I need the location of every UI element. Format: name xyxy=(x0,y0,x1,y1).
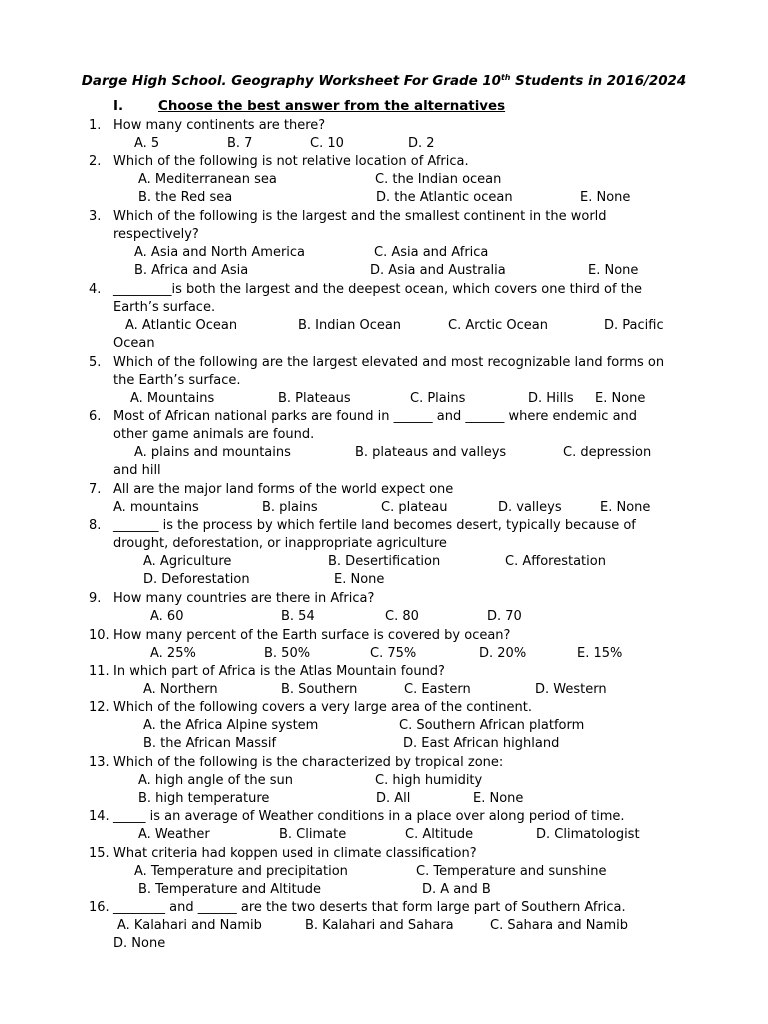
question-7-option: A. mountains xyxy=(113,500,199,515)
question-13-text: Which of the following is the characterized by tropical zone: xyxy=(113,755,504,770)
question-3-option: B. Africa and Asia xyxy=(134,263,249,278)
question-15-text: What criteria had koppen used in climate classification? xyxy=(113,846,477,861)
question-12-option: D. East African highland xyxy=(403,736,560,751)
question-6-text: Most of African national parks are found in ______ and ______ where endemic and xyxy=(113,409,638,424)
question-15-option: C. Temperature and sunshine xyxy=(416,864,607,879)
question-16-option: C. Sahara and Namib xyxy=(490,918,629,933)
question-2-option: D. the Atlantic ocean xyxy=(376,190,513,205)
section-instruction: Choose the best answer from the alternatives xyxy=(158,99,506,114)
question-11-option: A. Northern xyxy=(143,682,218,697)
question-8-option: B. Desertification xyxy=(328,554,441,569)
title-superscript: th xyxy=(500,73,511,82)
question-5-option: E. None xyxy=(595,391,646,406)
question-14-option: C. Altitude xyxy=(405,827,474,842)
question-13-option: C. high humidity xyxy=(375,773,483,788)
question-4-number: 4. xyxy=(89,282,102,297)
question-5-option: A. Mountains xyxy=(130,391,215,406)
question-15-option: D. A and B xyxy=(422,882,491,897)
question-16-number: 16. xyxy=(89,900,110,915)
title-main: Darge High School. Geography Worksheet For Grade 10 xyxy=(81,74,501,89)
question-11-option: B. Southern xyxy=(281,682,358,697)
question-1-option: D. 2 xyxy=(408,136,435,151)
question-13-number: 13. xyxy=(89,755,110,770)
question-7-option: E. None xyxy=(600,500,651,515)
question-10-number: 10. xyxy=(89,628,110,643)
question-8-text: _______ is the process by which fertile land becomes desert, typically because of xyxy=(113,518,636,533)
question-8-option: C. Afforestation xyxy=(505,554,606,569)
question-1-option: A. 5 xyxy=(134,136,160,151)
question-11-text: In which part of Africa is the Atlas Mountain found? xyxy=(113,664,445,679)
question-14-number: 14. xyxy=(89,809,110,824)
question-4-option: Ocean xyxy=(113,336,155,351)
question-12-text: Which of the following covers a very large area of the continent. xyxy=(113,700,533,715)
question-9-text: How many countries are there in Africa? xyxy=(113,591,375,606)
question-7-option: B. plains xyxy=(262,500,318,515)
question-7-number: 7. xyxy=(89,482,102,497)
question-6-option: C. depression xyxy=(563,445,652,460)
question-1-text: How many continents are there? xyxy=(113,118,326,133)
question-15-option: B. Temperature and Altitude xyxy=(138,882,322,897)
question-3-number: 3. xyxy=(89,209,102,224)
question-12-option: C. Southern African platform xyxy=(399,718,585,733)
question-11-option: C. Eastern xyxy=(404,682,471,697)
question-13-option: E. None xyxy=(473,791,524,806)
question-9-number: 9. xyxy=(89,591,102,606)
question-6-number: 6. xyxy=(89,409,102,424)
question-3-option: E. None xyxy=(588,263,639,278)
question-11-number: 11. xyxy=(89,664,110,679)
question-11-option: D. Western xyxy=(535,682,607,697)
question-16-option: D. None xyxy=(113,936,166,951)
question-16-option: A. Kalahari and Namib xyxy=(117,918,262,933)
question-6-text: other game animals are found. xyxy=(113,427,315,442)
question-16-text: ________ and ______ are the two deserts that form large part of Southern Africa. xyxy=(113,900,626,915)
question-8-text: drought, deforestation, or inappropriate agriculture xyxy=(113,536,447,551)
question-8-number: 8. xyxy=(89,518,102,533)
question-3-text: respectively? xyxy=(113,227,199,242)
question-9-option: B. 54 xyxy=(281,609,315,624)
question-12-number: 12. xyxy=(89,700,110,715)
question-3-option: D. Asia and Australia xyxy=(370,263,506,278)
question-15-option: A. Temperature and precipitation xyxy=(134,864,348,879)
question-14-text: _____ is an average of Weather conditions in a place over along period of time. xyxy=(113,809,625,824)
question-13-option: A. high angle of the sun xyxy=(138,773,293,788)
question-13-option: B. high temperature xyxy=(138,791,270,806)
question-9-option: C. 80 xyxy=(385,609,419,624)
question-1-option: B. 7 xyxy=(227,136,253,151)
question-4-option: B. Indian Ocean xyxy=(298,318,402,333)
question-4-text: _________is both the largest and the deepest ocean, which covers one third of the xyxy=(113,282,643,297)
question-7-text: All are the major land forms of the world expect one xyxy=(113,482,454,497)
question-6-option: and hill xyxy=(113,463,161,478)
question-12-option: B. the African Massif xyxy=(143,736,277,751)
question-14-option: A. Weather xyxy=(138,827,210,842)
question-14-option: B. Climate xyxy=(279,827,347,842)
question-10-option: E. 15% xyxy=(577,646,623,661)
worksheet-title xyxy=(0,74,768,89)
question-4-option: D. Pacific xyxy=(604,318,664,333)
question-16-option: B. Kalahari and Sahara xyxy=(305,918,454,933)
question-8-option: D. Deforestation xyxy=(143,572,250,587)
question-6-option: B. plateaus and valleys xyxy=(355,445,507,460)
question-5-text: Which of the following are the largest elevated and most recognizable land forms on xyxy=(113,355,665,370)
question-10-text: How many percent of the Earth surface is covered by ocean? xyxy=(113,628,511,643)
question-3-option: A. Asia and North America xyxy=(134,245,306,260)
question-6-option: A. plains and mountains xyxy=(134,445,291,460)
question-5-option: C. Plains xyxy=(410,391,466,406)
question-5-text: the Earth’s surface. xyxy=(113,373,241,388)
question-4-text: Earth’s surface. xyxy=(113,300,216,315)
question-5-number: 5. xyxy=(89,355,102,370)
question-2-option: B. the Red sea xyxy=(138,190,233,205)
question-7-option: C. plateau xyxy=(381,500,448,515)
question-10-option: D. 20% xyxy=(479,646,527,661)
question-12-option: A. the Africa Alpine system xyxy=(143,718,319,733)
question-4-option: C. Arctic Ocean xyxy=(448,318,549,333)
title-rest: Students in 2016/2024 xyxy=(510,74,687,89)
question-3-text: Which of the following is the largest and the smallest continent in the world xyxy=(113,209,607,224)
question-15-number: 15. xyxy=(89,846,110,861)
question-2-option: C. the Indian ocean xyxy=(375,172,502,187)
question-3-option: C. Asia and Africa xyxy=(374,245,489,260)
question-2-number: 2. xyxy=(89,154,102,169)
question-5-option: B. Plateaus xyxy=(278,391,351,406)
question-9-option: D. 70 xyxy=(487,609,522,624)
question-2-option: A. Mediterranean sea xyxy=(138,172,277,187)
question-10-option: C. 75% xyxy=(370,646,417,661)
question-7-option: D. valleys xyxy=(498,500,562,515)
question-2-text: Which of the following is not relative location of Africa. xyxy=(113,154,469,169)
question-4-option: A. Atlantic Ocean xyxy=(125,318,238,333)
question-10-option: B. 50% xyxy=(264,646,311,661)
question-2-option: E. None xyxy=(580,190,631,205)
question-14-option: D. Climatologist xyxy=(536,827,640,842)
question-9-option: A. 60 xyxy=(150,609,184,624)
question-5-option: D. Hills xyxy=(528,391,574,406)
question-1-number: 1. xyxy=(89,118,102,133)
question-10-option: A. 25% xyxy=(150,646,196,661)
question-13-option: D. All xyxy=(376,791,411,806)
question-1-option: C. 10 xyxy=(310,136,344,151)
section-number: I. xyxy=(113,99,124,114)
question-8-option: E. None xyxy=(334,572,385,587)
question-8-option: A. Agriculture xyxy=(143,554,232,569)
